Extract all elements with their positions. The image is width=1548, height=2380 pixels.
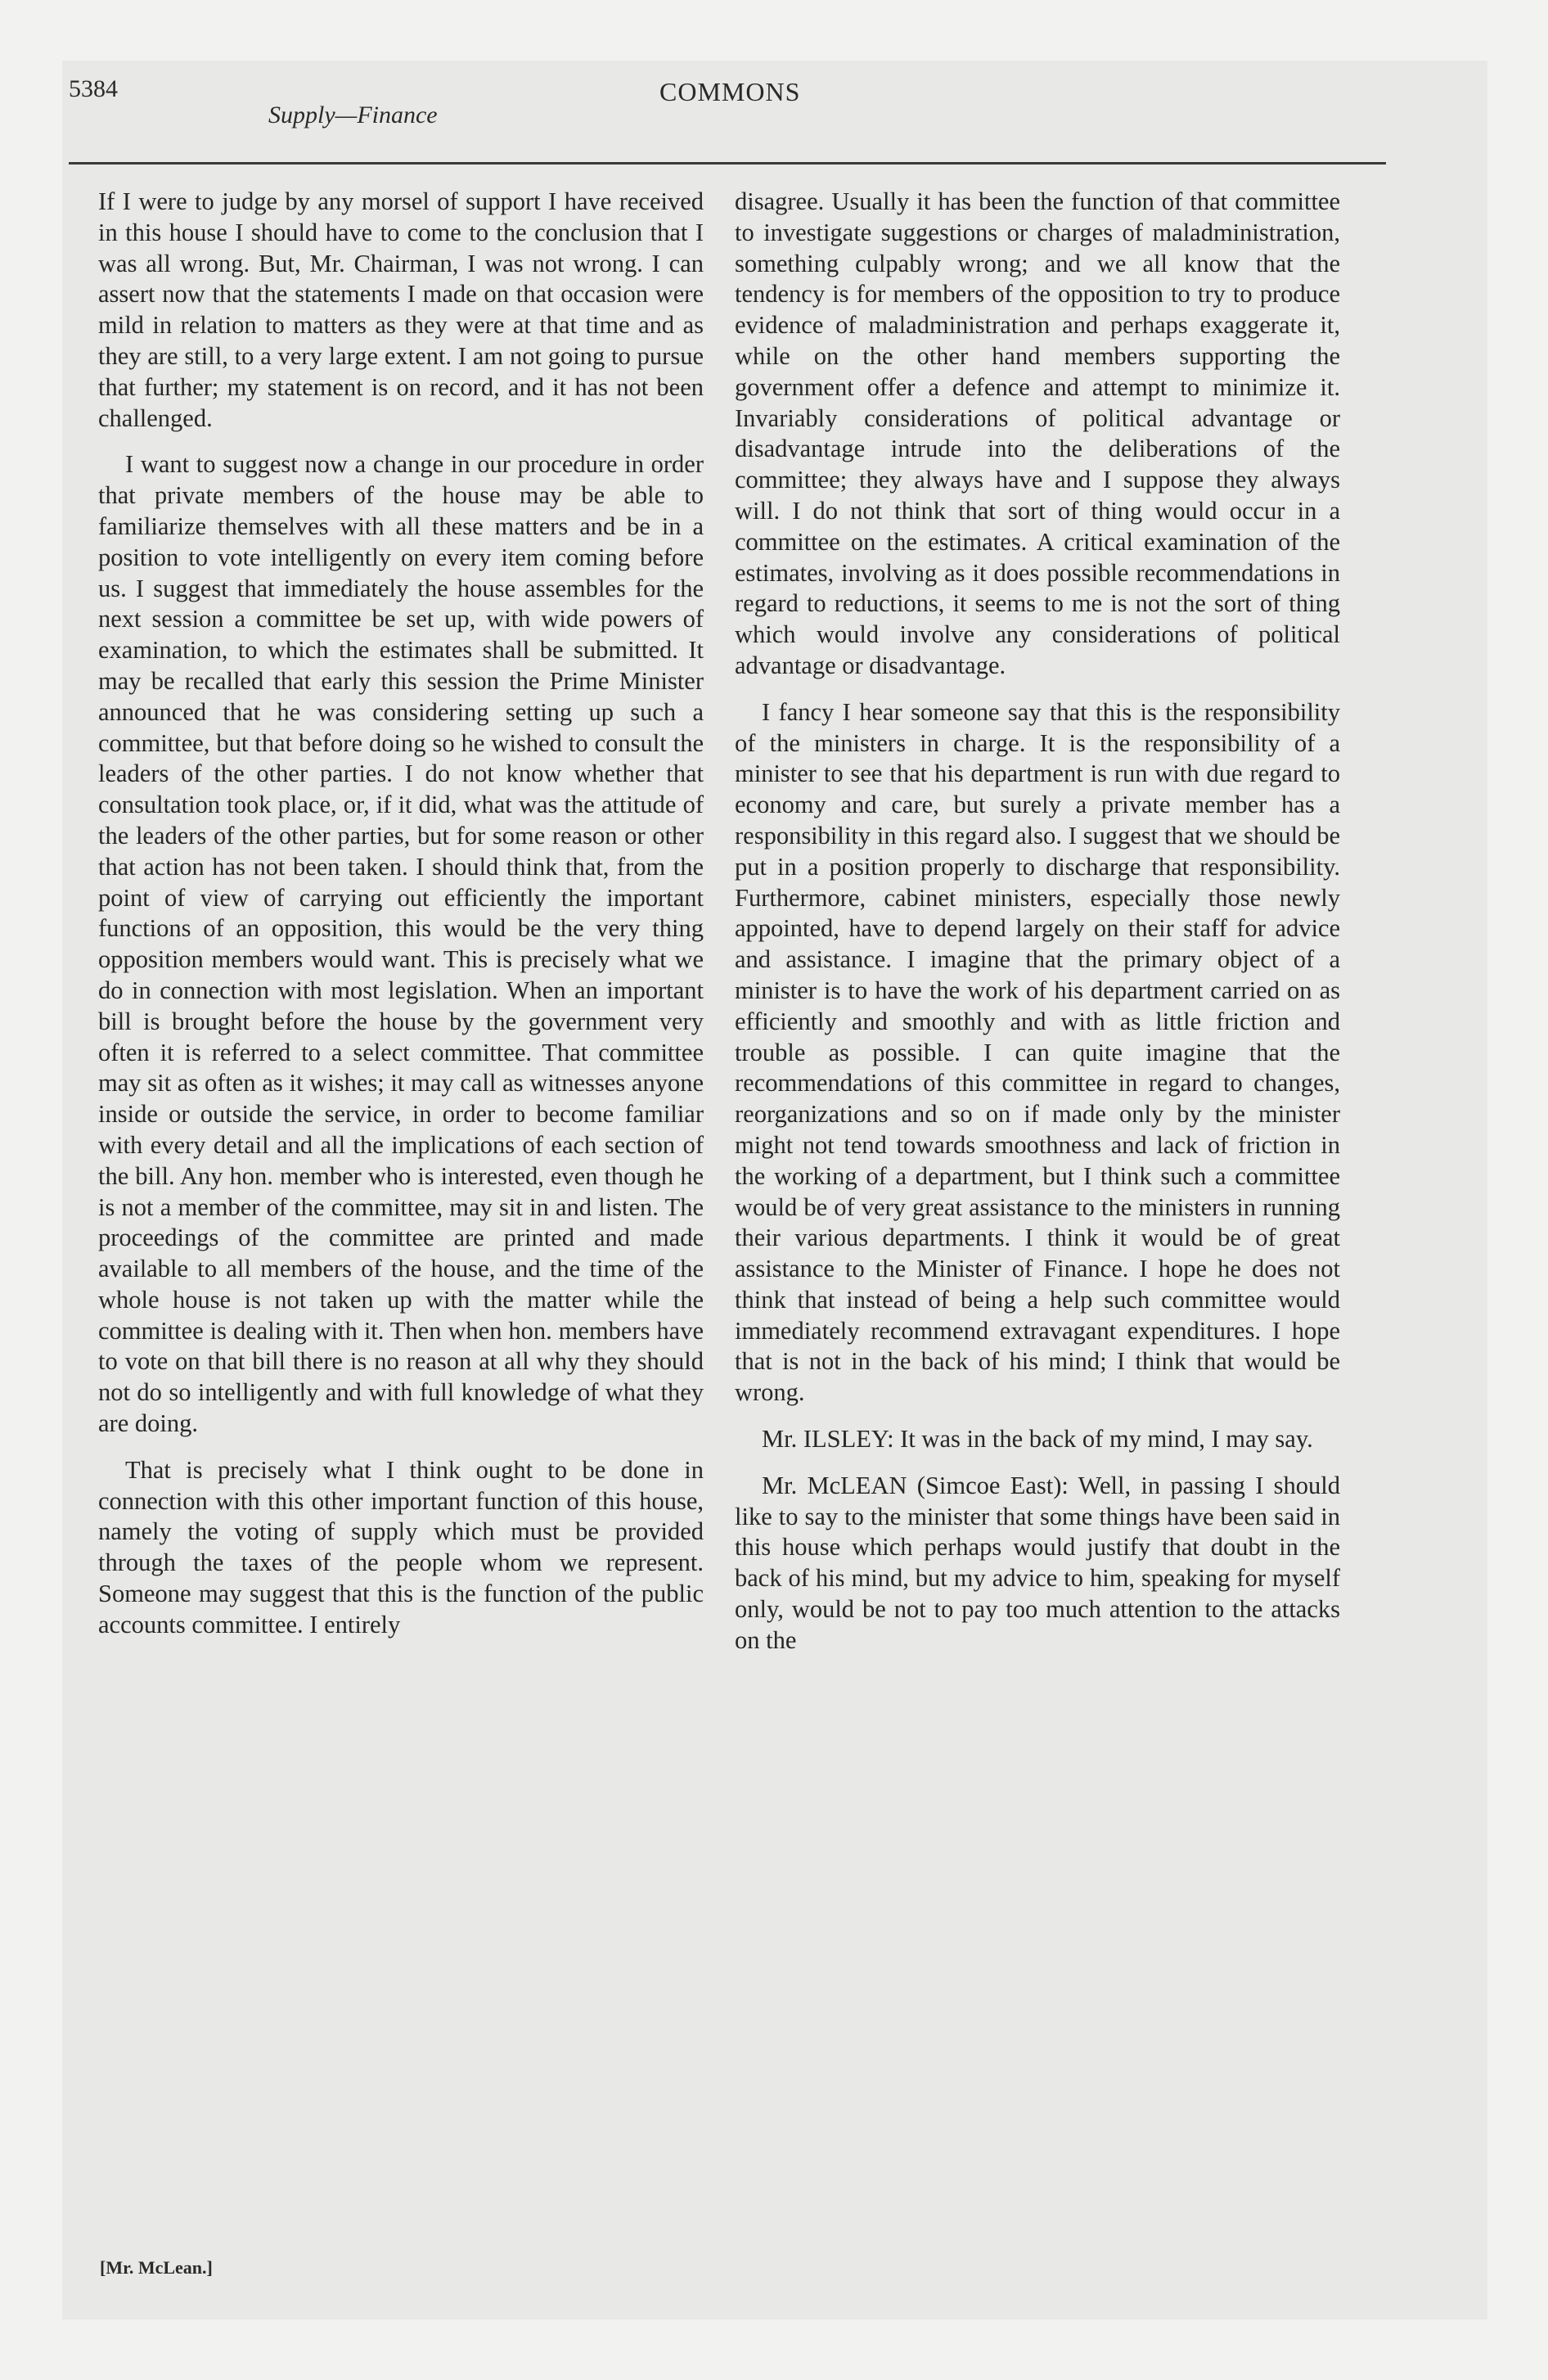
left-paragraph-3: That is precisely what I think ought to be done in connection with this other important function of this house, namely the voting of supply which must be provided through the taxes of the people whom we represent. Someone may suggest that this is the function of the public accounts committee. I entirely <box>98 1455 704 1639</box>
right-paragraph-4: Mr. McLEAN (Simcoe East): Well, in passing I should like to say to the minister that some things have been said in this house which perhaps would justify that doubt in the back of his mind, but my advice to him, speaking for myself only, would be not to pay too much attention to the attacks on the <box>735 1471 1340 1654</box>
section-heading: Supply—Finance <box>268 101 438 128</box>
header-rule <box>69 162 1386 165</box>
left-column <box>98 187 704 1657</box>
page-number: 5384 <box>69 75 118 102</box>
left-paragraph-2: I want to suggest now a change in our procedure in order that private members of the house may be able to familiarize themselves with all these matters and be in a position to vote intelligently on every item coming before us. I suggest that immediately the house assembles for the next session a committee be set up, with wide powers of examination, to which the estimates shall be submitted. It may be recalled that early this session the Prime Minister announced that he was considering setting up such a committee, but that before doing so he wished to consult the leaders of the other parties. I do not know whether that consultation took place, or, if it did, what was the attitude of the leaders of the other parties, but for some reason or other that action has not been taken. I should think that, from the point of view of carrying out efficiently the important functions of an opposition, this would be the very thing opposition members would want. This is precisely what we do in connection with most legislation. When an important bill is brought before the house by the government very often it is referred to a select committee. That committee may sit as often as it wishes; it may call as witnesses anyone inside or outside the service, in order to become familiar with every detail and all the implications of each section of the bill. Any hon. member who is interested, even though he is not a member of the committee, may sit in and listen. The proceedings of the committee are printed and made available to all members of the house, and the time of the whole house is not taken up with the matter while the committee is dealing with it. Then when hon. members have to vote on that bill there is no reason at all why they should not do so intelligently and with full knowledge of what they are doing. <box>98 450 704 1438</box>
right-column <box>735 187 1340 1672</box>
right-paragraph-1: disagree. Usually it has been the function of that committee to investigate suggestions or charges of maladministration, something culpably wrong; and we all know that the tendency is for members of the opposition to try to produce evidence of maladministration and perhaps exaggerate it, while on the other hand members supporting the government offer a defence and attempt to minimize it. Invariably considerations of political advantage or disadvantage intrude into the deliberations of the committee; they always have and I suppose they always will. I do not think that sort of thing would occur in a committee on the estimates. A critical examination of the estimates, involving as it does possible recommendations in regard to reductions, it seems to me is not the sort of thing which would involve any considerations of political advantage or disadvantage. <box>735 187 1340 679</box>
left-paragraph-1: If I were to judge by any morsel of support I have received in this house I should have to come to the conclusion that I was all wrong. But, Mr. Chairman, I was not wrong. I can assert now that the statements I made on that occasion were mild in relation to matters as they were at that time and as they are still, to a very large extent. I am not going to pursue that further; my statement is on record, and it has not been challenged. <box>98 187 704 432</box>
right-paragraph-3: Mr. ILSLEY: It was in the back of my mind, I may say. <box>762 1425 1313 1454</box>
right-paragraph-2: I fancy I hear someone say that this is the responsibility of the ministers in charge. It is the responsibility of a minister to see that his department is run with due regard to economy and care, but surely a private member has a responsibility in this regard also. I suggest that we should be put in a position properly to discharge that responsibility. Furthermore, cabinet ministers, especially those newly appointed, have to depend largely on their staff for advice and assistance. I imagine that the primary object of a minister is to have the work of his department carried on as efficiently and smoothly and with as little friction and trouble as possible. I can quite imagine that the recommendations of this committee in regard to changes, reorganizations and so on if made only by the minister might not tend towards smoothness and lack of friction in the working of a department, but I think such a committee would be of very great assistance to the ministers in running their various departments. I think it would be of great assistance to the Minister of Finance. I hope he does not think that instead of being a help such committee would immediately recommend extravagant expenditures. I hope that is not in the back of his mind; I think that would be wrong. <box>735 697 1340 1407</box>
speaker-tag: [Mr. McLean.] <box>100 2257 213 2278</box>
chamber-title: COMMONS <box>659 77 801 106</box>
